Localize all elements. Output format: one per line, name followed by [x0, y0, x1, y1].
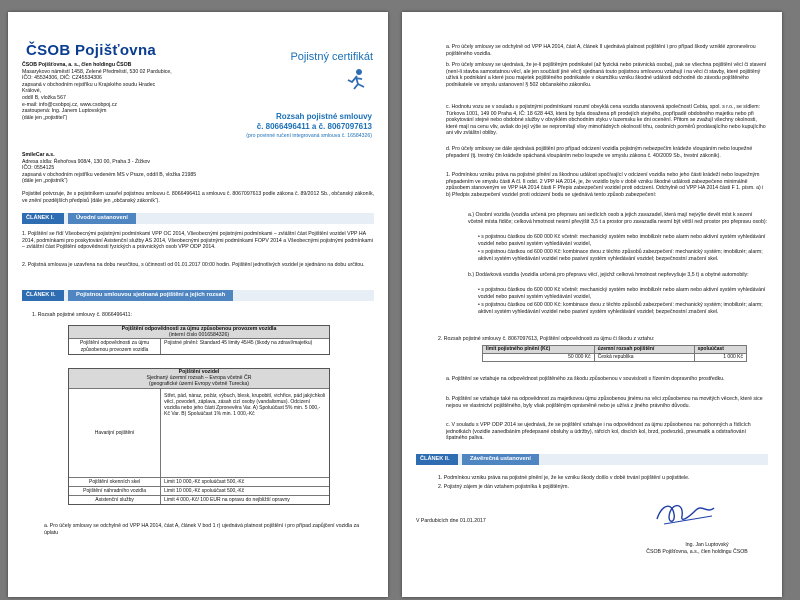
contract-numbers: č. 8066496411 a č. 8067097613 [256, 122, 372, 131]
row-name: Pojištění okenních skel [69, 478, 161, 486]
row-value: Limit 10 000,-Kč spoluúčast 500,-Kč [164, 478, 245, 485]
section-label: ČLÁNEK II. [416, 454, 458, 465]
item-2a: a. Pojištění se vztahuje na odpovědnost pojištěného za škodu způsobenou v souvislosti s řízením dopravního prostředku. [446, 376, 725, 382]
item-1: 1. Podmínkou vzniku práva na pojistné plnění za škodnou událost spočívající v odcizení vozidla nebo jeho části krádeží nebo loupežným přepadením ve smyslu části A čl. II odst. 2 VPP HA 2014, je, že vozidlo bylo v době vzniku škodné události zabezpečeno minimálně způsobem stanoveným ve VPP HA 2014 části F Přepis zabezpečení vozidel proti odcizení. Odchylně od VPP HA 2014 části F 1. písm. a) i b) Předpis zabezpečení vozidel proti odcizení bodu se ujednává tento způsob zabezpečení: [446, 172, 764, 198]
section-title: Úvodní ustanovení [68, 213, 136, 224]
contract-subtitle: Rozsah pojistné smlouvy [275, 112, 372, 121]
liability-value: Pojistné plnění: Standard 45 limity 45/45 (škody na zdraví/majetku) [164, 340, 313, 347]
vehicle-header-scope: Sjednaný územní rozsah – Evropa včetně ČR [69, 375, 329, 381]
list-item-text: s pojistnou částkou do 600 000 Kč včetně: mechanický systém nebo imobilizér nebo alarm nebo aktivní systém vyhledávání vozidel nebo pasivní systém vyhledávání vozidel, [478, 287, 766, 300]
section-title: Pojistnou smlouvou sjednaná pojištění a jejich rozsah [68, 290, 233, 301]
row-value: Střet, pád, náraz, požár, výbuch, blesk, krupobití, vichřice, pád jakýchkoli věcí, povodeň, záplava, zásah cizí osoby (vandalismus). Odcizení vozidla nebo jeho části Zpronevěra Var. A) Spoluúčast 5% min. 5 000,-Kč Var. B) Spoluúčast 1% min. 1 000,-Kč [164, 392, 326, 418]
client-line: zapsaná v obchodním rejstříku vedeném MS v Praze, oddíl B, vložka 21985 [22, 171, 197, 178]
article-1-para-1: 1. Pojištění se řídí Všeobecnými pojistnými podmínkami VPP OC 2014, Všeobecnými pojistnými podmínkami – zvláštní část Pojištění vozidel VPP HA 2014, podmínkami pro poskytování Asistenční služby AS 2014, Všeobecnými pojistnými podmínkami FOPV 2014 a Všeobecnými pojistnými podmínkami – zvláštní část Pojištění odpovědnosti fyzických a právnických osob VPP ODP 2014. [22, 231, 373, 251]
table-row [483, 354, 747, 362]
certificate-page-1 [8, 12, 388, 597]
list-item: • s pojistnou částkou do 600 000 Kč včetně: mechanický systém nebo imobilizér nebo alarm nebo aktivní systém vyhledávání vozidel nebo pasivní systém vyhledávání vozidel, [478, 234, 766, 247]
section-2-header [22, 290, 374, 301]
vehicle-header-geo: (geografické území Evropy včetně Turecka) [69, 381, 329, 387]
item-1b: b.) Dodávková vozidla (vozidla určená pro přepravu věcí, jejichž celková hmotnost nepřevyšuje 3,5 t) a obytné automobily: [468, 272, 749, 278]
intro-text: Pojistitel potvrzuje, že s pojistníkem uzavřel pojistnou smlouvu č. 8066496411 a smlouvu č. 8067097613 podle zákona č. 89/2012 Sb., občanský zákoník, ve znění pozdějších předpisů (dále jen „občanský zákoník“). [22, 191, 374, 204]
table-header-row [483, 346, 747, 354]
page-title: Pojistný certifikát [290, 51, 373, 63]
item-c: c. Hodnotu vozu se v souladu s pojistnými podmínkami rozumí obvyklá cena vozidla stanovená společností Cebia, spol. s r.o., se sídlem: Türkova 1001, 149 00 Praha 4, IČ: 18 628 443, která by byla dosažena při prodejích stejného, popřípadě obdobného majetku nebo při poskytování stejné nebo obdobné služby v obvyklém obchodním styku v tuzemsku ke dni ocenění. Přitom se zvažují všechny okolnosti, které mají na cenu vliv, avšak do její výše se nepromítají vlivy mimořádných okolností trhu, osobních poměrů prodávajícího nebo kupujícího ani vliv zvláštní obliby. [446, 104, 766, 137]
liability-box [68, 325, 330, 355]
table-header: spoluúčast [694, 346, 746, 354]
insurer-line: ČSOB Pojišťovna, a. s., člen holdingu ČSOB [22, 62, 132, 68]
row-name: Pojištění náhradního vozidla [69, 487, 161, 495]
table-row [69, 486, 329, 495]
row-name: Asistenční služby [69, 496, 161, 504]
row-value: Limit 4 000,-Kč/ 100 EUR na opravu do nejbližší opravny [164, 497, 290, 504]
list-item-text: s pojistnou částkou od 600 000 Kč: kombinace dvou z těchto způsobů zabezpečení: mechanický systém; imobilizér; alarm; aktivní systém vyhledávání vozidel nebo pasivní systém vyhledávání vozidel; bezpečnostní značení skel. [478, 302, 763, 315]
liability-header-note: (interní číslo 0016584326) [69, 332, 329, 338]
scope-2-heading: 2. Rozsah pojistné smlouvy č. 8067097613, Pojištění odpovědnosti za újmu či škodu z vztahu: [438, 336, 655, 342]
final-2: 2. Pojistný zájem je dán vztahem pojistníka k pojištěným. [438, 484, 569, 490]
list-item: • s pojistnou částkou od 600 000 Kč: kombinace dvou z těchto způsobů zabezpečení: mechanický systém; imobilizér; alarm; aktivní systém vyhledávání vozidel nebo pasivní systém vyhledávání vozidel; bezpečnostní značení skel. [478, 302, 763, 315]
insurer-line: (dále jen „pojistitel“) [22, 114, 68, 121]
insurer-line: Masarykovo náměstí 1458, Zelené Předměstí, 530 02 Pardubice, [22, 68, 172, 75]
insurer-line: oddíl B, vložka 567 [22, 94, 66, 101]
csob-logo: ČSOB Pojišťovna [26, 42, 157, 59]
client-line: IČO: 0554125 [22, 165, 55, 172]
list-item-text: s pojistnou částkou od 600 000 Kč: kombinace dvou z těchto způsobů zabezpečení: mechanický systém; imobilizér; alarm; aktivní systém vyhledávání vozidel nebo pasivní systém vyhledávání vozidel; bezpečnostní značení skel. [478, 249, 763, 262]
table-header: limit pojistného plnění (Kč) [483, 346, 595, 354]
runner-icon [344, 68, 368, 90]
client-line: (dále jen „pojistník“) [22, 178, 68, 185]
table-row [69, 388, 329, 477]
item-d: d. Pro účely smlouvy se dále sjednává pojištění pro případ odcizení vozidla pojistným nebezpečím krádeže vloupáním nebo loupežné přepadení (tj. trestný čin krádeže spáchaná vloupáním nebo loupeže ve smyslu zákona č. 40/2009 Sb., trestní zákoník). [446, 146, 753, 159]
table-cell: 50 000 Kč [483, 354, 595, 362]
liability-row [69, 338, 329, 353]
insurer-line: zapsaná v obchodním rejstříku u Krajského soudu Hradec Králové, [22, 81, 156, 95]
signer-org: ČSOB Pojišťovna, a.s., člen holdingu ČSOB [646, 549, 748, 555]
table-row [69, 477, 329, 486]
item-2c: c. V souladu s VPP ODP 2014 se ujednává, že se pojištění vztahuje i na odpovědnost za újmu způsobenou na: pohonných a řídících jednotkách (vozidle zanedbáním předepsané obsluhy a údržby), ráfcích kol, discích kol, brzd, podvozků, pneumatik a odstraňování špatného paliva. [446, 422, 751, 442]
signature-icon [652, 494, 722, 534]
scope-1-heading: 1. Rozsah pojistné smlouvy č. 8066496411: [32, 312, 132, 318]
item-2b: b. Pojištění se vztahuje také na odpovědnost za majetkovou újmu způsobenou jinému na věci způsobenou na movitých věcech, které sice nejsou ve vlastnictví pojištěného, byly však pojištěným oprávněně nebo je užívá z jiného právního důvodu. [446, 396, 763, 409]
section-3-header [416, 454, 768, 465]
note-a: a. Pro účely smlouvy se odchylně od VPP HA 2014, část A, článek V bod 1 r) ujednává platnost pojištění i pro případ zapůjčení vozidla za úplatu [44, 523, 360, 536]
final-1: 1. Podmínkou vzniku práva na pojistné plnění je, že ke vzniku škody došlo v době trvání pojištění u pojistitele. [438, 475, 690, 481]
insurer-line: IČO: 45534306, DIČ: CZ45534306 [22, 75, 102, 82]
client-info [22, 152, 322, 185]
insurer-info [22, 62, 172, 121]
insurer-line: e-mail: info@csobpoj.cz, www.csobpoj.cz [22, 101, 117, 108]
liability-name: Pojištění odpovědnosti za újmu způsobenou provozem vozidla [69, 339, 161, 353]
table-cell: 1 000 Kč [694, 354, 746, 362]
section-1-header [22, 213, 374, 224]
table-header: územní rozsah pojištění [594, 346, 694, 354]
list-item: • s pojistnou částkou od 600 000 Kč: kombinace dvou z těchto způsobů zabezpečení: mechanický systém; imobilizér; alarm; aktivní systém vyhledávání vozidel nebo pasivní systém vyhledávání vozidel; bezpečnostní značení skel. [478, 249, 763, 262]
vehicle-box [68, 368, 330, 505]
row-value: Limit 10 000,-Kč spoluúčast 500,-Kč [164, 487, 245, 494]
contract-note: (pro povinné ručení integrovaná smlouva č. 16584326) [246, 133, 372, 139]
article-1-para-2: 2. Pojistná smlouva je uzavřena na dobu neurčitou, s účinností od 01.01.2017 00:00 hodin. Pojištění jednotlivých vozidel je sjednáno na dobu určitou. [22, 262, 365, 268]
row-name: Havarijní pojištění [69, 389, 161, 477]
place-date: V Pardubicích dne 01.01.2017 [416, 518, 486, 524]
table-row [69, 495, 329, 504]
section-label: ČLÁNEK I. [22, 213, 64, 224]
certificate-page-2 [402, 12, 782, 597]
list-item: • s pojistnou částkou do 600 000 Kč včetně: mechanický systém nebo imobilizér nebo alarm nebo aktivní systém vyhledávání vozidel nebo pasivní systém vyhledávání vozidel, [478, 287, 766, 300]
table-cell: Česká republika [594, 354, 694, 362]
section-title: Závěrečná ustanovení [462, 454, 539, 465]
client-line: SmileCar a.s. [22, 152, 55, 158]
vehicle-header: Pojištění vozidel [69, 369, 329, 375]
item-1a: a.) Osobní vozidla (vozidla určená pro přepravu ani sedících osob a jejich zavazadel, která mají nejvýše devět míst k sezení včetně místa řidiče; celková hmotnost nesmí převýšit 3,5 t a prostor pro zavazadla nesmí být větší než prostor pro přepravu osob): [468, 212, 767, 225]
signer-name: Ing. Jan Luptovský [685, 542, 729, 548]
client-line: Adresa sídla: Řehořova 908/4, 130 00, Praha 3 - Žižkov [22, 158, 151, 165]
liability-header: Pojištění odpovědnosti za újmu způsobenou provozem vozidla [69, 326, 329, 332]
item-b: b. Pro účely smlouvy se ujednává, že je-li pojištěným podnikatel (až fyzická nebo právnická osoba), pak se všechna pojištění věcí či stavení (není-li stavba samostatnou věcí, ale jen součástí jiné věci) sjednaná touto pojistnou smlouvou vztahují i na věci či stavby, které pojištěný užívá k podnikání a které jsou majetek pojištěného podnikatele v okamžiku vzniku škodné události odchodně do závodu pojištěného podnikatele ve smyslu ustanovení § 502 občanského zákoníku. [446, 62, 767, 88]
insurer-line: zastoupená: Ing. Janem Luptovským [22, 108, 107, 115]
item-a: a. Pro účely smlouvy se odchylně od VPP HA 2014, část A, článek II ujednává platnost pojištění i pro případ škody vzniklé zpronevěrou pojištěného vozidla. [446, 44, 756, 57]
section-label: ČLÁNEK II. [22, 290, 64, 301]
list-item-text: s pojistnou částkou do 600 000 Kč včetně: mechanický systém nebo imobilizér nebo alarm nebo aktivní systém vyhledávání vozidel nebo pasivní systém vyhledávání vozidel, [478, 234, 766, 247]
liability-table [482, 345, 747, 362]
